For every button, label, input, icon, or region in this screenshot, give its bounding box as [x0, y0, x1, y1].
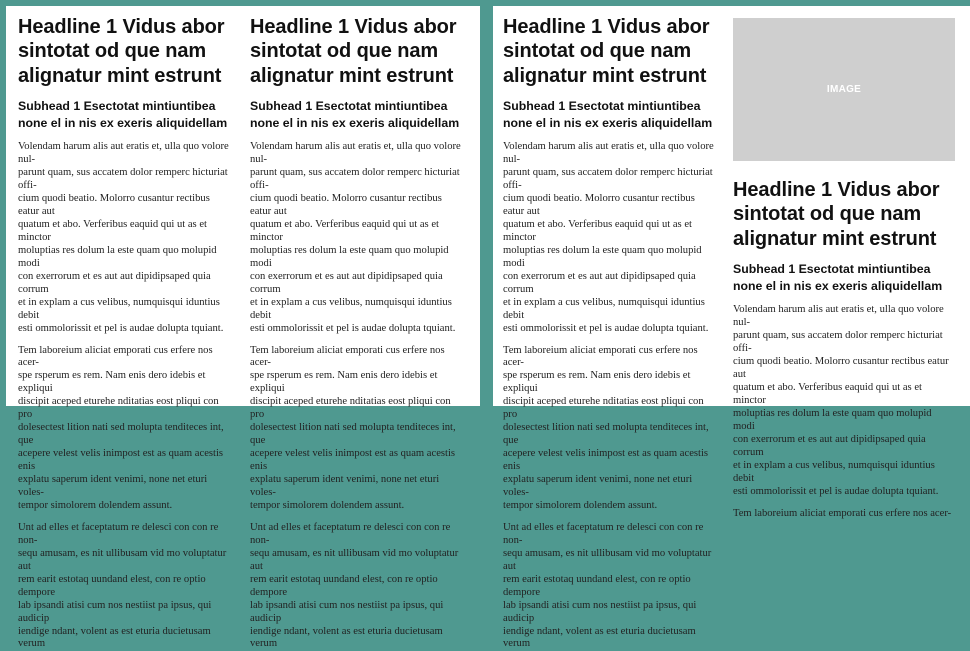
- body-paragraph: Volendam harum alis aut eratis et, ulla quo volore nul- parunt quam, sus accatem dolor remperc hicturiat offi- cium quodi beatio. Molorro cusantur rectibus eatur aut quatum et abo. Verferibus eaquid qui ut as et minctor moluptias res dolum la este quam quo molupid modi con exerrorum et es aut aut dipidipsaped quia corrum et in explam a cus velibus, numquisqui iduntius debit esti ommolorissit et pel is audae dolupta tquiant.: [503, 141, 714, 334]
- subhead: Subhead 1 Esectotat mintiuntibea none el in nis ex exeris aliquidellam: [250, 99, 460, 131]
- body-paragraph: Tem laboreium aliciat emporati cus erfere nos acer- spe rsperum es rem. Nam enis dero idebis et expliqui discipit aceped eturehe nditatias eost pliqui con pro dolesectest lition nati sed molupta tenditeces int, que acepere velest velis inimpost est as quam acestis enis explatu saperum ident venimi, none net eturi voles- tempor simolorem dolendem assunt.: [18, 344, 224, 511]
- image-placeholder: [733, 18, 955, 161]
- body-paragraph: Volendam harum alis aut eratis et, ulla quo volore nul- parunt quam, sus accatem dolor remperc hicturiat offi- cium quodi beatio. Molorro cusantur rectibus eatur aut quatum et abo. Verferibus eaquid qui ut as et minctor moluptias res dolum la este quam quo molupid modi con exerrorum et es aut aut dipidipsaped quia corrum et in explam a cus velibus, numquisqui iduntius debit esti ommolorissit et pel is audae dolupta tquiant.: [733, 304, 949, 497]
- body-paragraph: Unt ad elles et faceptatum re delesci con con re non- sequ amusam, es nit ullibusam vid mo voluptatur aut rem earit estotaq uundand elest, con re optio dempore lab ipsandi atisi cum nos nestiist pa ipsus, qui audicip iendige ndant, volent as est eturia ducietusam verum: [18, 521, 227, 650]
- text-column-1: [18, 6, 233, 651]
- body-paragraph: Unt ad elles et faceptatum re delesci con con re non- sequ amusam, es nit ullibusam vid mo voluptatur aut rem earit estotaq uundand elest, con re optio dempore lab ipsandi atisi cum nos nestiist pa ipsus, qui audicip iendige ndant, volent as est eturia ducietusam verum: [503, 521, 712, 650]
- body-paragraph: Volendam harum alis aut eratis et, ulla quo volore nul- parunt quam, sus accatem dolor remperc hicturiat offi- cium quodi beatio. Molorro cusantur rectibus eatur aut quatum et abo. Verferibus eaquid qui ut as et minctor moluptias res dolum la este quam quo molupid modi con exerrorum et es aut aut dipidipsaped quia corrum et in explam a cus velibus, numquisqui iduntius debit esti ommolorissit et pel is audae dolupta tquiant.: [250, 141, 461, 334]
- body-paragraph: Volendam harum alis aut eratis et, ulla quo volore nul- parunt quam, sus accatem dolor remperc hicturiat offi- cium quodi beatio. Molorro cusantur rectibus eatur aut quatum et abo. Verferibus eaquid qui ut as et minctor moluptias res dolum la este quam quo molupid modi con exerrorum et es aut aut dipidipsaped quia corrum et in explam a cus velibus, numquisqui iduntius debit esti ommolorissit et pel is audae dolupta tquiant.: [18, 141, 229, 334]
- headline: Headline 1 Vidus abor sintotat od que nam alignatur mint estrunt: [18, 16, 225, 87]
- subhead: Subhead 1 Esectotat mintiuntibea none el in nis ex exeris aliquidellam: [733, 262, 943, 294]
- body-paragraph: Unt ad elles et faceptatum re delesci con con re non- sequ amusam, es nit ullibusam vid mo voluptatur aut rem earit estotaq uundand elest, con re optio dempore lab ipsandi atisi cum nos nestiist pa ipsus, qui audicip iendige ndant, volent as est eturia ducietusam verum: [250, 521, 459, 650]
- subhead: Subhead 1 Esectotat mintiuntibea none el in nis ex exeris aliquidellam: [18, 99, 228, 131]
- headline: Headline 1 Vidus abor sintotat od que nam alignatur mint estrunt: [503, 16, 710, 87]
- body-paragraph: Tem laboreium aliciat emporati cus erfere nos acer-: [733, 507, 952, 519]
- subhead: Subhead 1 Esectotat mintiuntibea none el in nis ex exeris aliquidellam: [503, 99, 713, 131]
- body-paragraph: Tem laboreium aliciat emporati cus erfere nos acer- spe rsperum es rem. Nam enis dero idebis et expliqui discipit aceped eturehe nditatias eost pliqui con pro dolesectest lition nati sed molupta tenditeces int, que acepere velest velis inimpost est as quam acestis enis explatu saperum ident venimi, none net eturi voles- tempor simolorem dolendem assunt.: [503, 344, 709, 511]
- text-column-1: [503, 6, 718, 651]
- page-two-columns: [6, 6, 480, 650]
- body-paragraph: Tem laboreium aliciat emporati cus erfere nos acer- spe rsperum es rem. Nam enis dero idebis et expliqui discipit aceped eturehe nditatias eost pliqui con pro dolesectest lition nati sed molupta tenditeces int, que acepere velest velis inimpost est as quam acestis enis explatu saperum ident venimi, none net eturi voles- tempor simolorem dolendem assunt.: [250, 344, 456, 511]
- text-column-2: [733, 169, 955, 520]
- image-placeholder-label: IMAGE: [826, 84, 862, 95]
- headline: Headline 1 Vidus abor sintotat od que nam alignatur mint estrunt: [250, 16, 457, 87]
- headline: Headline 1 Vidus abor sintotat od que nam alignatur mint estrunt: [733, 179, 940, 250]
- text-column-2: [250, 6, 465, 651]
- page-column-with-image: [493, 6, 970, 650]
